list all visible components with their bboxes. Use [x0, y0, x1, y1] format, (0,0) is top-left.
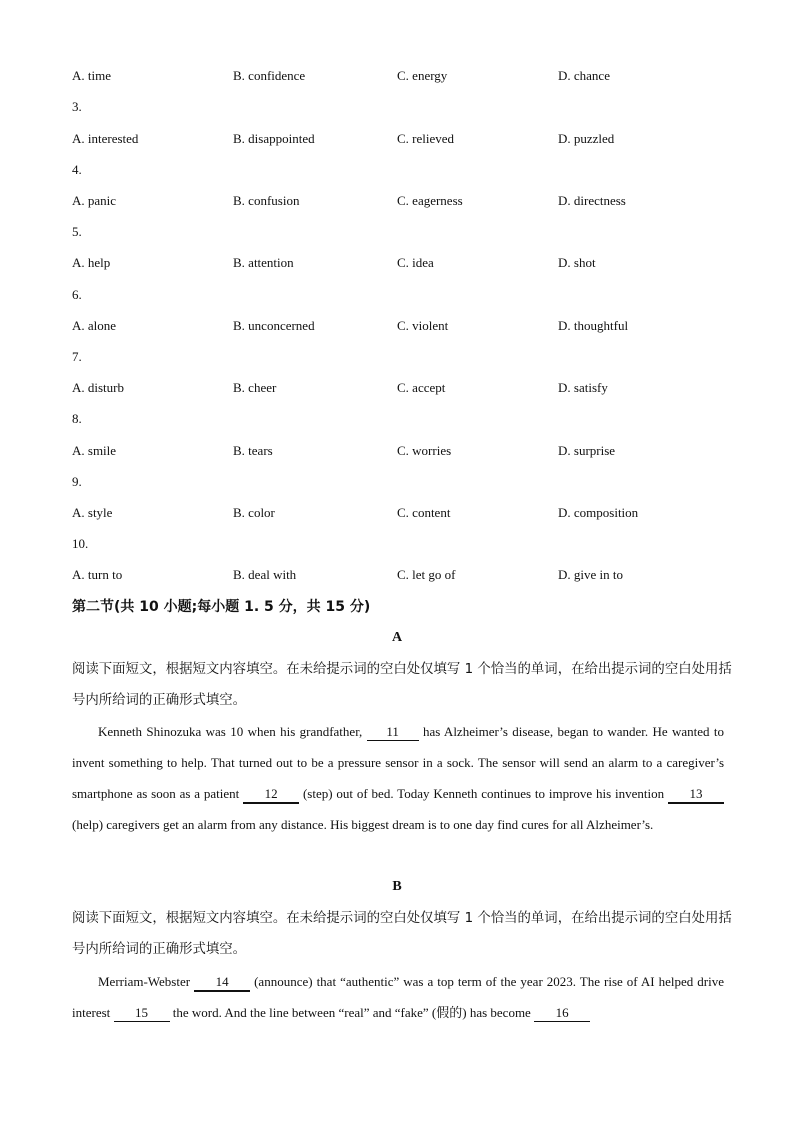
option-d: D. surprise: [558, 443, 616, 458]
passage-text: (step) out of bed. Today Kenneth continues to improve his invention: [299, 786, 668, 801]
blank-13: 13: [668, 786, 724, 804]
part-b-label: B: [392, 879, 402, 894]
part-a-passage: [72, 716, 724, 840]
options-row-10: [72, 565, 732, 585]
question-number: 3.: [72, 99, 82, 114]
option-c: C. idea: [397, 255, 434, 270]
option-c: C. accept: [397, 380, 446, 395]
passage-text: Merriam-Webster: [98, 974, 195, 989]
option-d: D. puzzled: [558, 131, 615, 146]
option-a: A. style: [72, 505, 113, 520]
passage-text: Kenneth Shinozuka was 10 when his grandfather,: [98, 724, 367, 739]
option-a: A. help: [72, 255, 111, 270]
option-c: C. worries: [397, 443, 452, 458]
option-a: A. turn to: [72, 567, 123, 582]
options-row-9: [72, 503, 732, 523]
question-number: 10.: [72, 536, 89, 551]
option-c: C. eagerness: [397, 193, 463, 208]
option-b: B. cheer: [233, 380, 277, 395]
option-b: B. confusion: [233, 193, 300, 208]
option-a: A. interested: [72, 131, 139, 146]
section-title: 第二节(共 10 小题;每小题 1. 5 分，共 15 分): [72, 599, 371, 615]
option-d: D. directness: [558, 193, 626, 208]
question-number: 4.: [72, 162, 82, 177]
blank-15: 15: [114, 1005, 170, 1022]
question-number: 6.: [72, 287, 82, 302]
option-c: C. content: [397, 505, 451, 520]
options-row-2: [72, 66, 732, 86]
option-d: D. shot: [558, 255, 596, 270]
option-c: C. violent: [397, 318, 449, 333]
option-b: B. attention: [233, 255, 294, 270]
options-row-8: [72, 441, 732, 461]
option-d: D. give in to: [558, 567, 623, 582]
question-number: 8.: [72, 411, 82, 426]
passage-text: the word. And the line between “real” and “fake” (假的) has become: [169, 1005, 535, 1020]
passage-text: has Alzheimer’s disease, began to wander. He wanted to invent something to help. That turned out to be a pressure sensor in a sock. The sensor will send an alarm to a caregiver’s smartphone as soon as a patient: [72, 724, 724, 801]
option-b: B. tears: [233, 443, 273, 458]
option-a: A. time: [72, 68, 111, 83]
question-number: 7.: [72, 349, 82, 364]
question-number: 5.: [72, 224, 82, 239]
option-b: B. color: [233, 505, 275, 520]
blank-14: 14: [194, 974, 250, 992]
option-d: D. thoughtful: [558, 318, 629, 333]
option-a: A. disturb: [72, 380, 124, 395]
option-a: A. alone: [72, 318, 117, 333]
option-a: A. panic: [72, 193, 117, 208]
options-row-3: [72, 129, 732, 149]
options-row-4: [72, 191, 732, 211]
option-b: B. disappointed: [233, 131, 315, 146]
option-c: C. energy: [397, 68, 448, 83]
option-d: D. chance: [558, 68, 610, 83]
part-a-instruction: 阅读下面短文，根据短文内容填空。在未给提示词的空白处仅填写 1 个恰当的单词，在给出提示词的空白处用括号内所给词的正确形式填空。: [72, 662, 732, 708]
option-a: A. smile: [72, 443, 117, 458]
passage-text: (help) caregivers get an alarm from any distance. His biggest dream is to one day find cures for all Alzheimer’s.: [72, 817, 654, 832]
part-b-instruction: 阅读下面短文，根据短文内容填空。在未给提示词的空白处仅填写 1 个恰当的单词，在给出提示词的空白处用括号内所给词的正确形式填空。: [72, 911, 732, 957]
part-a-label: A: [391, 630, 403, 645]
part-b-passage: [72, 966, 724, 1028]
blank-11: 11: [367, 724, 419, 741]
option-b: B. deal with: [233, 567, 297, 582]
blank-16: 16: [534, 1005, 590, 1022]
option-c: C. relieved: [397, 131, 455, 146]
option-b: B. unconcerned: [233, 318, 315, 333]
passage-text: (announce) that “authentic” was a top term of the year 2023. The rise of AI helped drive interest: [72, 974, 724, 1020]
blank-12: 12: [243, 786, 299, 804]
options-row-6: [72, 316, 732, 336]
option-d: D. composition: [558, 505, 639, 520]
option-c: C. let go of: [397, 567, 456, 582]
question-number: 9.: [72, 474, 82, 489]
option-d: D. satisfy: [558, 380, 608, 395]
option-b: B. confidence: [233, 68, 306, 83]
options-row-5: [72, 253, 732, 273]
options-row-7: [72, 378, 732, 398]
